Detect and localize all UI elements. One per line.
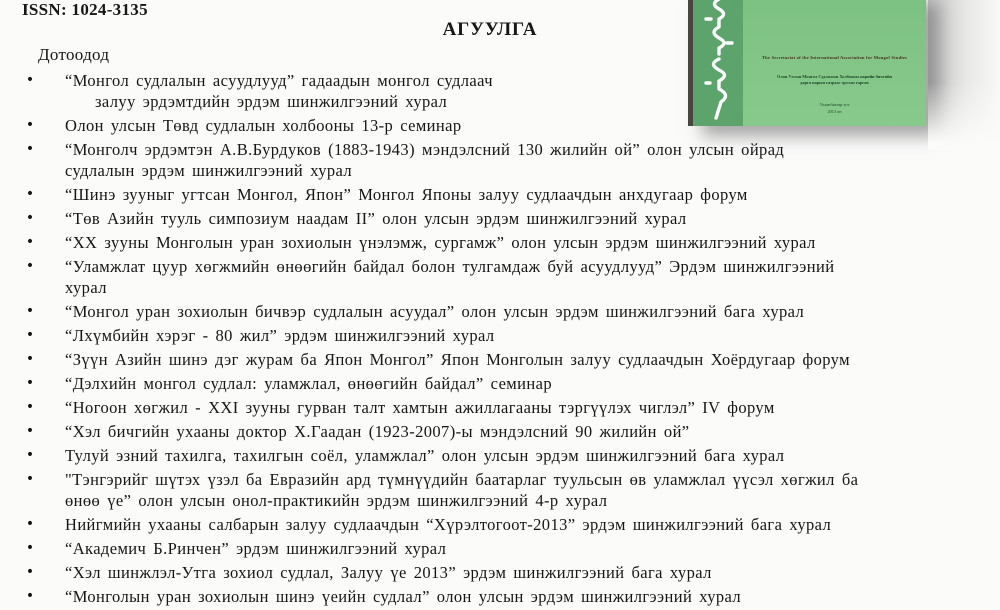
bullet-icon: • — [25, 447, 35, 463]
list-item-text: Олон улсын Төвд судлалын холбооны 13-р семинар — [65, 116, 462, 135]
bullet-icon: • — [25, 234, 35, 250]
list-item-text: “Академич Б.Ринчен” эрдэм шинжилгээний хурал — [65, 539, 447, 558]
cover-text-block — [743, 0, 926, 114]
bullet-icon: • — [25, 303, 35, 319]
issn-label: ISSN: 1024-3135 — [22, 0, 148, 19]
list-item-text: “Төв Азийн тууль симпозиум наадам II” олон улсын эрдэм шинжилгээний хурал — [65, 209, 687, 228]
bullet-icon: • — [25, 540, 35, 556]
bullet-icon: • — [25, 210, 35, 226]
list-item — [0, 562, 1000, 583]
list-item-text: “Монголч эрдэмтэн А.В.Бурдуков (1883-1943) мэндэлсний 130 жилийн ой” олон улсын ойрад судлалын эрдэм шинжилгээний хурал — [65, 140, 785, 180]
list-item — [0, 139, 1000, 181]
list-item-text: “ХХ зууны Монголын уран зохиолын үнэлэмж, сургамж” олон улсын эрдэм шинжилгээний хурал — [65, 233, 816, 252]
list-item — [0, 397, 1000, 418]
list-item — [0, 325, 1000, 346]
bullet-icon: • — [25, 399, 35, 415]
list-item — [0, 349, 1000, 370]
list-item — [0, 373, 1000, 394]
list-item-text: “Хэл шинжлэл-Утга зохиол судлал, Залуу үе 2013” эрдэм шинжилгээний бага хурал — [65, 563, 712, 582]
list-item-text: “Хэл бичгийн ухааны доктор Х.Гаадан (1923-2007)-ы мэндэлсний 90 жилийн ой” — [65, 422, 690, 441]
list-item — [0, 445, 1000, 466]
list-item-text: “Лхүмбийн хэрэг - 80 жил” эрдэм шинжилгээний хурал — [65, 326, 495, 345]
bullet-icon: • — [25, 564, 35, 580]
list-item-text: “Зүүн Азийн шинэ дэг журам ба Япон Монгол” Япон Монголын залуу судлаачдын Хоёрдугаар форум — [65, 350, 850, 369]
bullet-icon: • — [25, 471, 35, 487]
list-item-text: Тулуй эзний тахилга, тахилгын соёл, уламжлал” олон улсын эрдэм шинжилгээний бага хурал — [65, 446, 785, 465]
contents-list — [0, 70, 1000, 610]
list-item — [0, 421, 1000, 442]
list-item — [0, 538, 1000, 559]
bullet-icon: • — [25, 117, 35, 133]
list-item-text: “Монгол судлалын асуудлууд” гадаадын монгол судлаач залуу эрдэмтдийн эрдэм шинжилгээний хурал — [65, 71, 493, 111]
section-heading-domestic: Дотоодод — [38, 45, 110, 64]
list-item-text: “Уламжлат цуур хөгжмийн өнөөгийн байдал болон тулгамдаж буй асуудлууд” Эрдэм шинжилгээний хурал — [65, 257, 835, 297]
journal-cover-image — [688, 0, 926, 126]
list-item — [0, 208, 1000, 229]
list-item-text: “Монголын уран зохиолын шинэ үеийн судлал” олон улсын эрдэм шинжилгээний хурал — [65, 587, 742, 606]
list-item-text: “Шинэ зууныг угтсан Монгол, Япон” Монгол Японы залуу судлаачдын анхдугаар форум — [65, 185, 748, 204]
bullet-icon: • — [25, 375, 35, 391]
page-title: АГУУЛГА — [442, 19, 538, 40]
list-item-text: “Дэлхийн монгол судлал: уламжлал, өнөөгийн байдал” семинар — [65, 374, 552, 393]
list-item-text: Нийгмийн ухааны салбарын залуу судлаачдын “Хүрэлтогоот-2013” эрдэм шинжилгээний бага хурал — [65, 515, 832, 534]
list-item — [0, 256, 1000, 298]
cover-left-strip — [693, 0, 743, 126]
bullet-icon: • — [25, 588, 35, 604]
list-item-text: “Монгол уран зохиолын бичвэр судлалын асуудал” олон улсын эрдэм шинжилгээний бага хурал — [65, 302, 805, 321]
bullet-icon: • — [25, 516, 35, 532]
cover-year-line: 2013 он — [827, 108, 842, 114]
cover-front-panel — [743, 0, 926, 126]
cover-city-line: Улаанбаатар хот — [819, 102, 850, 108]
bullet-icon: • — [25, 327, 35, 343]
bullet-icon: • — [25, 423, 35, 439]
list-item — [0, 469, 1000, 511]
cover-subtitle-line-1: Олон Улсын Монгол Судлалын Холбооны нарийн бичгийн — [776, 73, 893, 79]
list-item — [0, 301, 1000, 322]
list-item-text: “Ногоон хөгжил - XXI зууны гурван талт хамтын ажиллагааны тэргүүлэх чиглэл” IV форум — [65, 398, 775, 417]
list-item — [0, 232, 1000, 253]
bullet-icon: • — [25, 186, 35, 202]
cover-subtitle-line-2: дарга нарын газраас эрхлэн гаргав — [800, 80, 869, 86]
bullet-icon: • — [25, 351, 35, 367]
bullet-icon: • — [25, 258, 35, 274]
list-item — [0, 184, 1000, 205]
list-item-text: "Тэнгэрийг шүтэх үзэл ба Евразийн ард түмнүүдийн баатарлаг туульсын өв уламжлал үүсэл хөгжил ба өнөө үе” олон улсын онол-практикийн эрдэм шинжилгээний 4-р хурал — [65, 470, 859, 510]
list-item — [0, 586, 1000, 607]
bullet-icon: • — [25, 72, 35, 88]
bullet-icon: • — [25, 141, 35, 157]
cover-title-line: The Secretariat of the International Association for Mongol Studies — [761, 55, 908, 60]
list-item — [0, 514, 1000, 535]
